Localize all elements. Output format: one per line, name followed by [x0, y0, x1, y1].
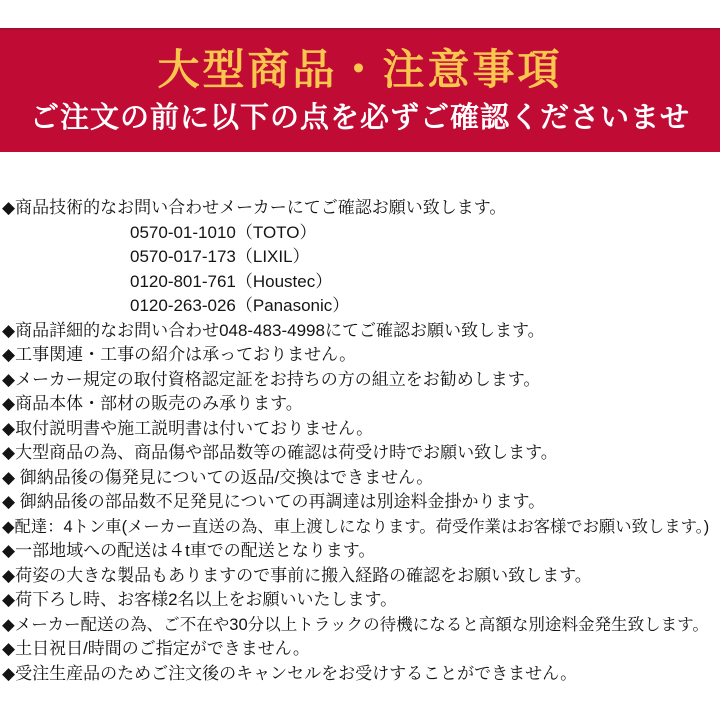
- phone-number-line: 0120-263-026（Panasonic）: [130, 296, 350, 315]
- notice-line: ◆受注生産品のためご注文後のキャンセルをお受けすることができません。: [2, 663, 578, 683]
- notice-line: ◆荷姿の大きな製品もありますので事前に搬入経路の確認をお願い致します。: [2, 565, 592, 585]
- phone-number-line: 0120-801-761（Houstec）: [130, 271, 333, 291]
- phone-number-line: 0570-017-173（LIXIL）: [130, 247, 310, 266]
- notice-line: ◆一部地域への配送は４t車での配送となります。: [2, 541, 376, 560]
- top-white-strip: [0, 0, 720, 28]
- notice-line: ◆荷下ろし時、お客様2名以上をお願いいたします。: [2, 590, 398, 609]
- notice-line: ◆ 御納品後の傷発見についての返品/交換はできません。: [2, 467, 434, 487]
- notice-line: ◆商品技術的なお問い合わせメーカーにてご確認お願い致します。: [2, 198, 507, 217]
- notice-line: ◆取付説明書や施工説明書は付いておりません。: [2, 418, 374, 438]
- notice-line: ◆商品詳細的なお問い合わせ048-483-4998にてご確認お願い致します。: [2, 320, 545, 340]
- notice-line: ◆土日祝日/時間のご指定ができません。: [2, 639, 310, 658]
- notice-line: ◆工事関連・工事の紹介は承っておりません。: [2, 345, 357, 364]
- notice-line: ◆ 御納品後の部品数不足発見についての再調達は別途料金掛かります。: [2, 492, 546, 511]
- notice-line: ◆メーカー規定の取付資格認定証をお持ちの方の組立をお勧めします。: [2, 369, 541, 389]
- banner-title: 大型商品・注意事項: [157, 46, 563, 94]
- notice-line: ◆配達：4トン車(メーカー直送の為、車上渡しになります。荷受作業はお客様でお願い致します。): [2, 517, 710, 536]
- banner-subtitle: ご注文の前に以下の点を必ずご確認くださいませ: [29, 101, 690, 134]
- notice-line: ◆商品本体・部材の販売のみ承ります。: [2, 394, 303, 413]
- notice-line: ◆大型商品の為、商品傷や部品数等の確認は荷受け時でお願い致します。: [2, 443, 558, 462]
- notice-line: ◆メーカー配送の為、ご不在や30分以上トラックの待機になると高額な別途料金発生致します。: [2, 614, 709, 634]
- notice-banner: [0, 28, 720, 152]
- phone-number-line: 0570-01-1010（TOTO）: [130, 222, 317, 242]
- notice-list: [0, 152, 720, 686]
